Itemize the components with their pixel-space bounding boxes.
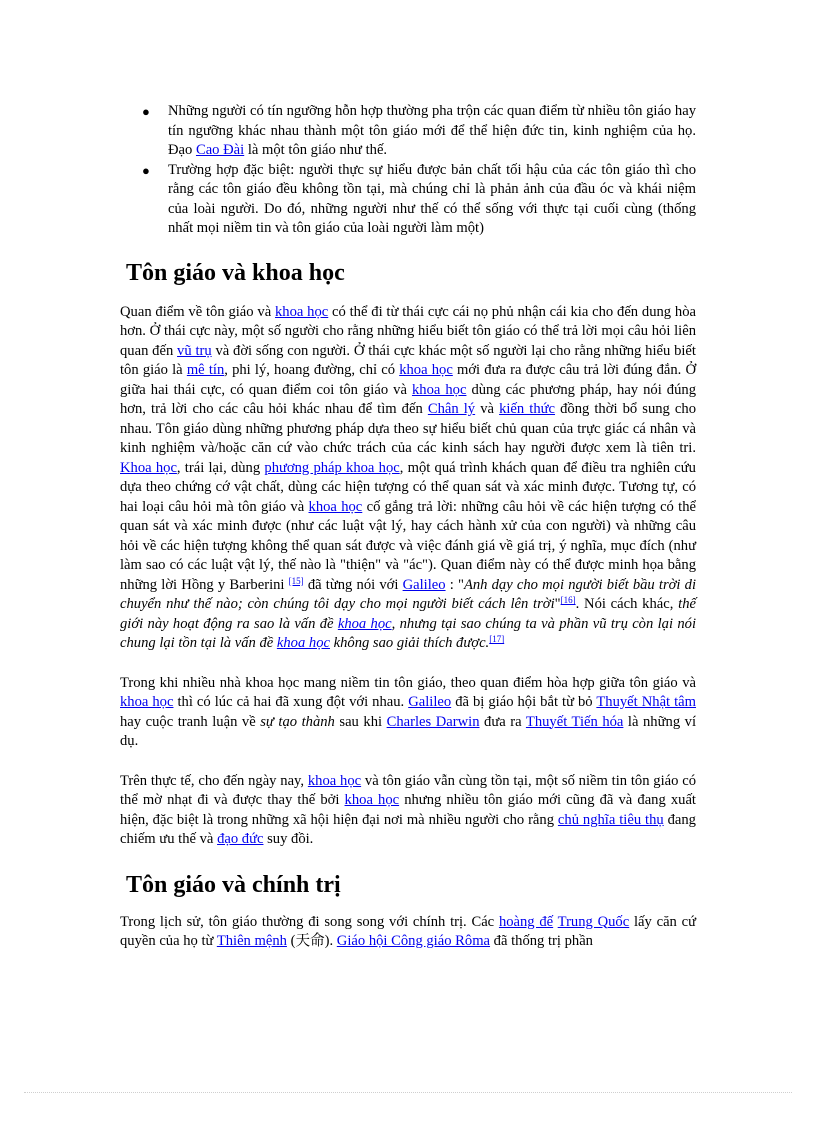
link-khoa-hoc[interactable]: khoa học [274,303,329,320]
link-thuyet-tien-hoa[interactable]: Thuyết Tiến hóa [525,713,624,730]
document-body [120,102,696,952]
link-khoa-hoc[interactable]: khoa học [344,792,400,808]
bullet-dot-icon: ● [142,104,150,119]
list-item: ● Trường hợp đặc biệt: người thực sự hiểu được bản chất tối hậu của các tôn giáo thì cho rằng các tôn giáo đều không tồn tại, mà chúng chỉ là phản ảnh của đầu óc và khái niệm của loài người. Do đó, những người như thế có thể sống với thực tại cuối cùng (thống nhất mọi niềm tin và tôn giáo của loài người làm một) [142,161,696,236]
section-heading-science: Tôn giáo và khoa học [126,259,345,286]
link-khoa-hoc[interactable]: khoa học [411,381,467,398]
page-bottom-divider [24,1092,792,1093]
belief-bullet-list [120,102,696,239]
link-vu-tru[interactable]: vũ trụ [177,342,212,359]
link-thien-menh[interactable]: Thiên mệnh [216,933,287,949]
link-thuyet-nhat-tam[interactable]: Thuyết Nhật tâm [596,694,697,710]
science-paragraph-3: Trên thực tế, cho đến ngày nay, khoa học và tôn giáo vẫn cùng tồn tại, một số niềm tin tôn giáo có thể mờ nhạt đi và được thay thế bởi khoa học nhưng nhiều tôn giáo mới cũng đã và đang xuất hiện, đặc biệt là trong những xã hội hiện đại nơi mà nhiều người cho rằng chủ nghĩa tiêu thụ đang chiếm ưu thế và đạo đức suy đồi. [120,772,697,847]
link-khoa-hoc[interactable]: khoa học [276,635,330,651]
link-galileo[interactable]: Galileo [402,576,446,593]
link-trung-quoc[interactable]: Trung Quốc [557,913,630,930]
link-khoa-hoc[interactable]: khoa học [308,498,363,515]
link-khoa-hoc[interactable]: khoa học [120,694,174,710]
list-item: ● Những người có tín ngưỡng hỗn hợp thường pha trộn các quan điểm từ nhiều tôn giáo hay tín ngưỡng khác nhau thành một tôn giáo mới để thể hiện đức tin, kinh nghiệm của họ. Đạo Cao Đài là một tôn giáo như thế. [142,103,696,158]
link-chu-nghia-tieu-thu[interactable]: chủ nghĩa tiêu thụ [557,811,664,828]
link-charles-darwin[interactable]: Charles Darwin [386,713,480,730]
footnote-ref-15: [15] [288,575,304,586]
link-khoa-hoc[interactable]: khoa học [307,772,362,789]
link-khoa-hoc-capitalized[interactable]: Khoa học [120,459,177,476]
barberini-quote: Anh dạy cho mọi người biết bầu trời di chuyển như thế nào; còn chúng tôi dạy cho mọi người biết cách lên trời [120,576,696,612]
link-hoang-de[interactable]: hoàng đế [498,913,554,930]
section-heading-politics: Tôn giáo và chính trị [126,871,341,898]
science-paragraph-2: Trong khi nhiều nhà khoa học mang niềm tin tôn giáo, theo quan điểm hòa hợp giữa tôn giáo và khoa học thì có lúc cả hai đã xung đột với nhau. Galileo đã bị giáo hội bắt từ bỏ Thuyết Nhật tâm hay cuộc tranh luận về sự tạo thành sau khi Charles Darwin đưa ra Thuyết Tiến hóa là những ví dụ. [120,674,697,749]
bullet-dot-icon: ● [142,162,150,178]
link-cao-dai[interactable]: Cao Đài [195,142,245,158]
link-dao-duc[interactable]: đạo đức [217,831,264,847]
politics-paragraph-1: Trong lịch sử, tôn giáo thường đi song song với chính trị. Các hoàng đế Trung Quốc lấy căn cứ quyền của họ từ Thiên mệnh (天命). Giáo hội Công giáo Rôma đã thống trị phần [120,913,696,949]
link-galileo[interactable]: Galileo [408,694,452,710]
footnote-ref-17: [17] [489,634,505,644]
link-kien-thuc[interactable]: kiến thức [499,401,556,417]
link-chan-ly[interactable]: Chân lý [427,401,476,417]
footnote-ref-16: [16] [560,595,576,605]
link-khoa-hoc[interactable]: khoa học [399,362,453,378]
link-khoa-hoc[interactable]: khoa học [337,615,392,632]
link-phuong-phap-khoa-hoc[interactable]: phương pháp khoa học [264,459,400,476]
link-giao-hoi-cong-giao-roma[interactable]: Giáo hội Công giáo Rôma [336,933,491,949]
science-paragraph-1: Quan điểm về tôn giáo và khoa học có thể đi từ thái cực cái nọ phủ nhận cái kia cho đến dung hòa hơn. Ở thái cực này, một số người cho rằng những hiểu biết tôn giáo có thể trả lời mọi câu hỏi liên quan đến vũ trụ và đời sống con người. Ở thái cực khác một số người lại cho rằng những hiểu biết tôn giáo là mê tín, phi lý, hoang đường, chỉ có khoa học mới đưa ra được câu trả lời đúng đắn. Ở giữa hai thái cực, có quan điểm coi tôn giáo và khoa học dùng các phương pháp, hay nói đúng hơn, trả lời cho các câu hỏi khác nhau để tìm đến Chân lý và kiến thức đồng thời bổ sung cho nhau. Tôn giáo dùng những phương pháp dựa theo sự hiểu biết chủ quan của trực giác cá nhân và kinh nghiệm và/hoặc căn cứ vào chức trách của các kinh sách hay người được xem là tiên tri. Khoa học, trái lại, dùng phương pháp khoa học, một quá trình khách quan để điều tra nghiên cứu dựa theo chứng cớ vật chất, dùng các hiện tượng có thể quan sát và xác minh được. Tương tự, có hai loại câu hỏi mà tôn giáo và khoa học cố gắng trả lời: những câu hỏi về các hiện tượng có thể quan sát và xác minh được (như các luật vật lý, hay cách hành xử của con người) và những câu hỏi về các hiện tượng không thể quan sát được và việc đánh giá về giá trị, ý nghĩa, mục đích (như làm sao có các luật vật lý, thế nào là "thiện" và "ác"). Quan điểm này có thể được minh họa bằng những lời Hồng y Barberini [15] đã từng nói với Galileo : "Anh dạy cho mọi người biết bầu trời di chuyển như thế nào; còn chúng tôi dạy cho mọi người biết cách lên trời"[16]. Nói cách khác, thế giới này hoạt động ra sao là vấn đề khoa học, nhưng tại sao chúng ta và phần vũ trụ còn lại nói chung lại tồn tại là vấn đề khoa học không sao giải thích được.[17] [120,303,696,651]
link-me-tin[interactable]: mê tín [186,362,225,378]
